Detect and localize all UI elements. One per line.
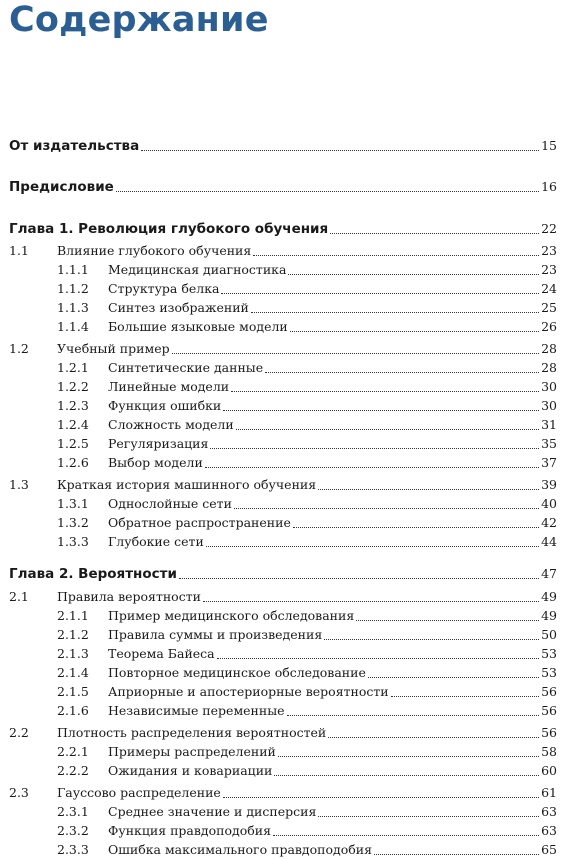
- toc-section-row[interactable]: [0, 378, 557, 396]
- toc-page-number: 22: [541, 221, 557, 236]
- toc-entry-title: Однослойные сети: [108, 496, 232, 511]
- dot-leader: [330, 232, 539, 234]
- dot-leader: [290, 330, 539, 332]
- dot-leader: [141, 149, 539, 151]
- toc-entry-title: Примеры распределений: [108, 744, 276, 759]
- toc-page-number: 56: [541, 725, 557, 740]
- toc-page-number: 28: [541, 360, 557, 375]
- toc-page-number: 42: [541, 515, 557, 530]
- toc-section-number: 2.2: [9, 725, 29, 740]
- toc-page-number: 63: [541, 804, 557, 819]
- dot-leader: [205, 466, 539, 468]
- toc-chapter-row[interactable]: [0, 178, 557, 196]
- toc-section-number: 1.3.1: [57, 496, 89, 511]
- toc-page-number: 23: [541, 262, 557, 277]
- toc-entry-title: Среднее значение и дисперсия: [108, 804, 317, 819]
- toc-section-number: 1.3.2: [57, 515, 89, 530]
- dot-leader: [231, 390, 539, 392]
- toc-page-number: 65: [541, 842, 557, 857]
- toc-entry-title: Априорные и апостериорные вероятности: [108, 684, 389, 699]
- toc-section-number: 1.2.6: [57, 455, 89, 470]
- toc-entry-title: Учебный пример: [57, 341, 170, 356]
- dot-leader: [287, 714, 540, 716]
- dot-leader: [318, 488, 539, 490]
- toc-entry-title: Независимые переменные: [108, 703, 285, 718]
- toc-section-row[interactable]: [0, 784, 557, 802]
- toc-page-number: 53: [541, 665, 557, 680]
- toc-page-number: 25: [541, 300, 557, 315]
- toc-section-row[interactable]: [0, 340, 557, 358]
- toc-entry-title: Пример медицинского обследования: [108, 608, 355, 623]
- toc-entry-title: Ожидания и ковариации: [108, 763, 273, 778]
- toc-page-number: 53: [541, 646, 557, 661]
- toc-page-number: 28: [541, 341, 557, 356]
- toc-section-row[interactable]: [0, 299, 557, 317]
- toc-page-number: 31: [541, 417, 557, 432]
- dot-leader: [318, 815, 539, 817]
- toc-section-number: 2.1.2: [57, 627, 89, 642]
- toc-section-row[interactable]: [0, 476, 557, 494]
- toc-entry-title: От издательства: [9, 138, 140, 154]
- toc-section-number: 1.2.3: [57, 398, 89, 413]
- toc-section-number: 2.3.1: [57, 804, 89, 819]
- toc-section-number: 1.2.2: [57, 379, 89, 394]
- toc-entry-title: Синтетические данные: [108, 360, 264, 375]
- toc-section-row[interactable]: [0, 762, 557, 780]
- toc-page-number: 15: [541, 138, 557, 153]
- dot-leader: [221, 292, 539, 294]
- toc-section-number: 2.3.3: [57, 842, 89, 857]
- toc-section-row[interactable]: [0, 743, 557, 761]
- toc-section-row[interactable]: [0, 261, 557, 279]
- toc-section-row[interactable]: [0, 664, 557, 682]
- dot-leader: [223, 796, 539, 798]
- dot-leader: [236, 428, 539, 430]
- toc-page-number: 61: [541, 785, 557, 800]
- toc-page-number: 26: [541, 319, 557, 334]
- toc-section-row[interactable]: [0, 803, 557, 821]
- toc-entry-title: Большие языковые модели: [108, 319, 288, 334]
- toc-section-number: 2.2.1: [57, 744, 89, 759]
- toc-entry-title: Обратное распространение: [108, 515, 291, 530]
- toc-page-number: 16: [541, 179, 557, 194]
- dot-leader: [324, 638, 539, 640]
- toc-section-number: 2.1: [9, 589, 29, 604]
- toc-section-number: 2.1.4: [57, 665, 89, 680]
- toc-section-number: 2.1.3: [57, 646, 89, 661]
- dot-leader: [251, 311, 539, 313]
- toc-section-row[interactable]: [0, 359, 557, 377]
- toc-page-number: 60: [541, 763, 557, 778]
- dot-leader: [217, 657, 539, 659]
- toc-section-number: 2.1.1: [57, 608, 89, 623]
- toc-entry-title: Теорема Байеса: [108, 646, 215, 661]
- toc-section-number: 1.1.2: [57, 281, 89, 296]
- dot-leader: [223, 409, 539, 411]
- dot-leader: [391, 695, 539, 697]
- toc-page-number: 47: [541, 566, 557, 581]
- toc-chapter-row[interactable]: [0, 565, 557, 583]
- toc-page-number: 37: [541, 455, 557, 470]
- toc-entry-title: Глава 2. Вероятности: [9, 566, 177, 582]
- toc-section-row[interactable]: [0, 533, 557, 551]
- toc-page-number: 23: [541, 243, 557, 258]
- toc-section-number: 1.2: [9, 341, 29, 356]
- toc-section-number: 2.2.2: [57, 763, 89, 778]
- toc-section-row[interactable]: [0, 683, 557, 701]
- dot-leader: [368, 676, 539, 678]
- toc-section-number: 2.3: [9, 785, 29, 800]
- toc-section-number: 2.3.2: [57, 823, 89, 838]
- toc-section-row[interactable]: [0, 495, 557, 513]
- toc-page-number: 30: [541, 379, 557, 394]
- toc-entry-title: Выбор модели: [108, 455, 203, 470]
- dot-leader: [253, 254, 539, 256]
- toc-chapter-row[interactable]: [0, 220, 557, 238]
- toc-section-number: 1.3: [9, 477, 29, 492]
- toc-page-number: 44: [541, 534, 557, 549]
- toc-entry-title: Правила суммы и произведения: [108, 627, 323, 642]
- toc-entry-title: Функция ошибки: [108, 398, 222, 413]
- dot-leader: [210, 447, 539, 449]
- dot-leader: [265, 371, 539, 373]
- toc-section-row[interactable]: [0, 724, 557, 742]
- toc-entry-title: Плотность распределения вероятностей: [57, 725, 327, 740]
- toc-page-number: 56: [541, 703, 557, 718]
- toc-entry-title: Функция правдоподобия: [108, 823, 271, 838]
- dot-leader: [234, 507, 539, 509]
- toc-entry-title: Регуляризация: [108, 436, 209, 451]
- toc-page-number: 56: [541, 684, 557, 699]
- toc-section-row[interactable]: [0, 280, 557, 298]
- toc-section-row[interactable]: [0, 416, 557, 434]
- toc-section-number: 1.3.3: [57, 534, 89, 549]
- toc-entry-title: Повторное медицинское обследование: [108, 665, 366, 680]
- toc-section-row[interactable]: [0, 822, 557, 840]
- toc-entry-title: Сложность модели: [108, 417, 234, 432]
- toc-page-number: 49: [541, 589, 557, 604]
- toc-entry-title: Предисловие: [9, 179, 114, 195]
- dot-leader: [273, 834, 539, 836]
- toc-section-number: 2.1.5: [57, 684, 89, 699]
- toc-entry-title: Ошибка максимального правдоподобия: [108, 842, 372, 857]
- toc-entry-title: Краткая история машинного обучения: [57, 477, 317, 492]
- dot-leader: [179, 577, 539, 579]
- toc-section-row[interactable]: [0, 435, 557, 453]
- toc-section-row[interactable]: [0, 607, 557, 625]
- toc-section-row[interactable]: [0, 841, 557, 859]
- dot-leader: [206, 545, 539, 547]
- toc-section-row[interactable]: [0, 318, 557, 336]
- toc-section-number: 1.2.4: [57, 417, 89, 432]
- toc-section-number: 1.1.1: [57, 262, 89, 277]
- toc-section-row[interactable]: [0, 397, 557, 415]
- toc-page-number: 30: [541, 398, 557, 413]
- toc-page-number: 40: [541, 496, 557, 511]
- dot-leader: [288, 273, 539, 275]
- toc-entry-title: Структура белка: [108, 281, 220, 296]
- toc-page-number: 39: [541, 477, 557, 492]
- toc-section-number: 1.1.3: [57, 300, 89, 315]
- dot-leader: [374, 853, 539, 855]
- toc-page-number: 49: [541, 608, 557, 623]
- toc-entry-title: Правила вероятности: [57, 589, 201, 604]
- dot-leader: [293, 526, 539, 528]
- dot-leader: [116, 190, 539, 192]
- toc-section-number: 1.1: [9, 243, 29, 258]
- toc-section-row[interactable]: [0, 702, 557, 720]
- toc-section-number: 2.1.6: [57, 703, 89, 718]
- toc-page-number: 24: [541, 281, 557, 296]
- toc-entry-title: Гауссово распределение: [57, 785, 221, 800]
- toc-page-number: 35: [541, 436, 557, 451]
- toc-entry-title: Линейные модели: [108, 379, 230, 394]
- toc-section-row[interactable]: [0, 645, 557, 663]
- page-title: Содержание: [9, 0, 269, 40]
- dot-leader: [278, 755, 539, 757]
- dot-leader: [172, 352, 540, 354]
- toc-section-row[interactable]: [0, 242, 557, 260]
- dot-leader: [328, 736, 539, 738]
- toc-section-row[interactable]: [0, 626, 557, 644]
- dot-leader: [203, 600, 539, 602]
- toc-entry-title: Медицинская диагностика: [108, 262, 287, 277]
- toc-page-number: 50: [541, 627, 557, 642]
- toc-entry-title: Глубокие сети: [108, 534, 204, 549]
- dot-leader: [356, 619, 539, 621]
- toc-section-number: 1.2.5: [57, 436, 89, 451]
- toc-entry-title: Влияние глубокого обучения: [57, 243, 252, 258]
- toc-section-number: 1.2.1: [57, 360, 89, 375]
- toc-section-row[interactable]: [0, 514, 557, 532]
- toc-section-row[interactable]: [0, 588, 557, 606]
- toc-page-number: 58: [541, 744, 557, 759]
- toc-entry-title: Глава 1. Революция глубокого обучения: [9, 221, 329, 237]
- toc-page-number: 63: [541, 823, 557, 838]
- toc-section-number: 1.1.4: [57, 319, 89, 334]
- toc-chapter-row[interactable]: [0, 137, 557, 155]
- toc-section-row[interactable]: [0, 454, 557, 472]
- toc-entry-title: Синтез изображений: [108, 300, 249, 315]
- dot-leader: [274, 774, 539, 776]
